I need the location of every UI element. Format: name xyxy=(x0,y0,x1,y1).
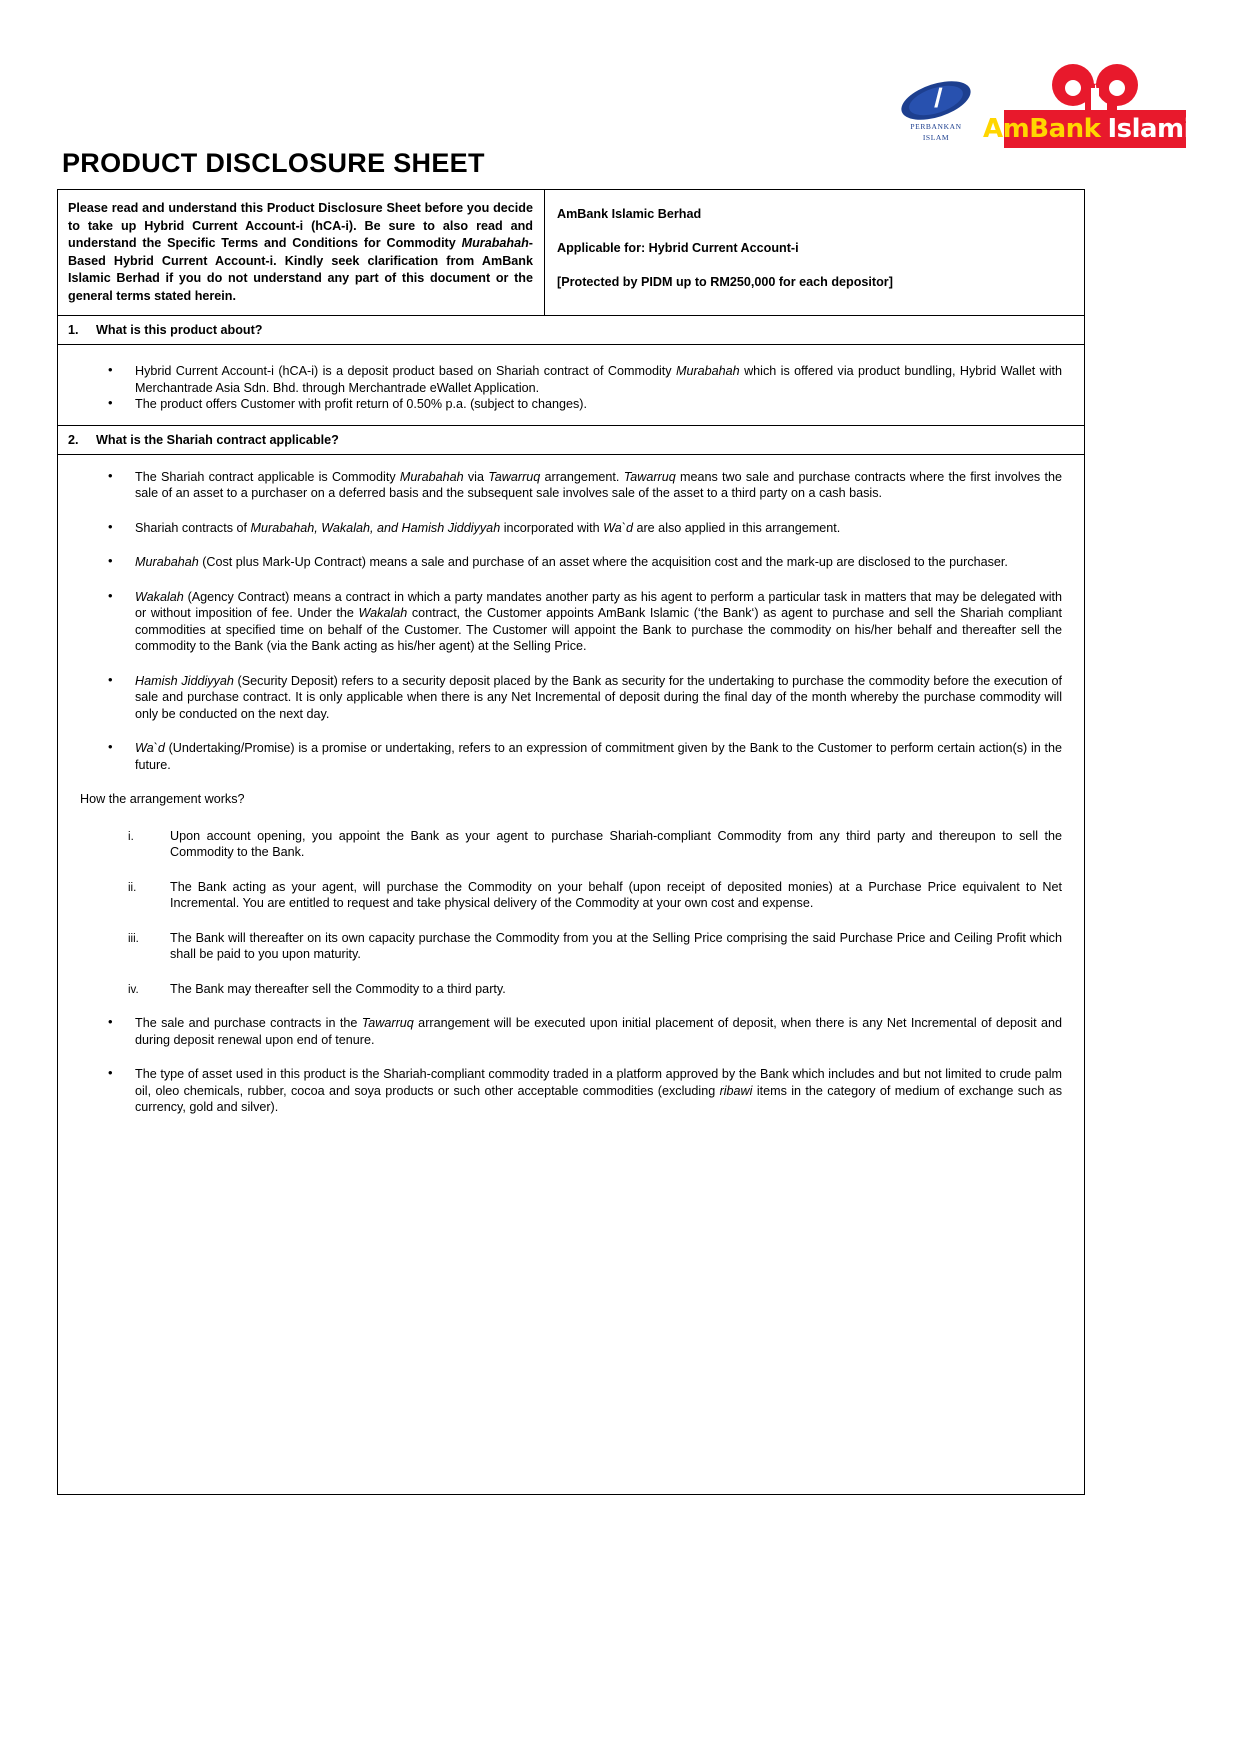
section-1-number: 1. xyxy=(68,323,79,337)
list-item: • The type of asset used in this product is the Shariah-compliant commodity traded in a platform approved by the Bank which includes and but not limited to crude palm oil, oleo chemicals, rubber, cocoa and soya products or such other acceptable commodities (excluding ribawi items in the category of medium of exchange such as currency, gold and silver). xyxy=(80,1066,1062,1116)
intro-pidm-note: [Protected by PIDM up to RM250,000 for each depositor] xyxy=(557,275,893,289)
ambank-islamic-logo xyxy=(983,62,1207,148)
section-2-closing-bullets xyxy=(80,1015,1062,1116)
section-2-number: 2. xyxy=(68,432,79,447)
list-item: The Bank acting as your agent, will purchase the Commodity on your behalf (upon receipt of deposited monies) at a Purchase Price equivalent to Net Incremental. You are entitled to request and take physical delivery of the Commodity at your own cost and expense. xyxy=(170,879,1062,910)
disclosure-table xyxy=(57,189,1085,1495)
section-2-bullets xyxy=(80,469,1062,774)
perbankan-label-line1: PERBANKAN xyxy=(910,122,962,131)
ambank-wordmark-am: AmBank xyxy=(983,114,1101,144)
list-item: • The Shariah contract applicable is Commodity Murabahah via Tawarruq arrangement. Tawarruq means two sale and purchase contracts where the first involves the sale of an asset to a purchaser on a deferred basis and the subsequent sale involves sale of the asset to a third party on a cash basis. xyxy=(80,469,1062,502)
ambank-symbol-icon xyxy=(1004,62,1186,110)
ambank-wordmark-islamic: Islamic xyxy=(1107,114,1207,144)
section-1-bullets xyxy=(80,363,1062,413)
list-item: • Hybrid Current Account-i (hCA-i) is a deposit product based on Shariah contract of Commodity Murabahah which is offered via product bundling, Hybrid Wallet with Merchantrade Asia Sdn. Bhd. through Merchantrade eWallet Application. xyxy=(80,363,1062,396)
list-item: • Wakalah (Agency Contract) means a contract in which a party mandates another party as his agent to perform a particular task in matters that may be delegated with or without imposition of fee. Under the Wakalah contract, the Customer appoints AmBank Islamic (‘the Bank‘) as agent to purchase and sell the Shariah compliant commodities at specified time on behalf of the Customer. The Customer will appoint the Bank to purchase the commodity on his/her behalf and thereafter sell the commodity to the Bank (via the Bank acting as his/her agent) at the Selling Price. xyxy=(80,589,1062,655)
page-title: PRODUCT DISCLOSURE SHEET xyxy=(62,148,485,178)
logo-row xyxy=(896,62,1207,148)
section-2-body xyxy=(58,455,1084,1144)
arrangement-steps xyxy=(80,828,1062,998)
intro-meta xyxy=(545,190,1084,315)
intro-applicable-for: Applicable for: Hybrid Current Account-i xyxy=(557,241,799,255)
perbankan-glyph: ا xyxy=(932,86,940,113)
list-item: • Shariah contracts of Murabahah, Wakalah, and Hamish Jiddiyyah incorporated with Wa`d are also applied in this arrangement. xyxy=(80,520,1062,537)
section-1-header xyxy=(58,316,1084,345)
perbankan-islam-icon xyxy=(900,80,972,120)
ambank-wordmark xyxy=(983,110,1207,148)
intro-row xyxy=(58,190,1084,316)
intro-bank-name: AmBank Islamic Berhad xyxy=(557,207,702,221)
perbankan-label-line2: ISLAM xyxy=(922,133,950,142)
list-item: • The sale and purchase contracts in the Tawarruq arrangement will be executed upon initial placement of deposit, when there is any Net Incremental of deposit and during deposit renewal upon end of tenure. xyxy=(80,1015,1062,1048)
list-item: The Bank may thereafter sell the Commodity to a third party. xyxy=(170,981,506,996)
section-1-body xyxy=(58,345,1084,425)
intro-notice: Please read and understand this Product Disclosure Sheet before you decide to take up Hybrid Current Account-i (hCA-i). Be sure to also read and understand the Specific Terms and Conditions for Commodity Murabahah-Based Hybrid Current Account-i. Kindly seek clarification from AmBank Islamic Berhad if you do not understand any part of this document or the general terms stated herein. xyxy=(58,190,545,315)
section-2-header xyxy=(58,425,1084,455)
list-item: • Murabahah (Cost plus Mark-Up Contract) means a sale and purchase of an asset where the acquisition cost and the mark-up are disclosed to the purchaser. xyxy=(80,554,1062,571)
section-1-heading: What is this product about? xyxy=(96,323,263,337)
list-item: Upon account opening, you appoint the Bank as your agent to purchase Shariah-compliant Commodity from any third party and thereupon to sell the Commodity to the Bank. xyxy=(170,828,1062,859)
list-item: • The product offers Customer with profit return of 0.50% p.a. (subject to changes). xyxy=(80,396,1062,413)
list-item: • Wa`d (Undertaking/Promise) is a promise or undertaking, refers to an expression of commitment given by the Bank to the Customer to perform certain action(s) in the future. xyxy=(80,740,1062,773)
list-item: The Bank will thereafter on its own capacity purchase the Commodity from you at the Selling Price comprising the said Purchase Price and Ceiling Profit which shall be paid to you upon maturity. xyxy=(170,930,1062,961)
section-2-heading: What is the Shariah contract applicable? xyxy=(96,432,339,447)
how-arrangement-works-label: How the arrangement works? xyxy=(80,792,245,806)
perbankan-islam-logo xyxy=(896,80,976,142)
list-item: • Hamish Jiddiyyah (Security Deposit) refers to a security deposit placed by the Bank as security for the undertaking to purchase the commodity before the execution of sale and purchase contract. It is only applicable when there is any Net Incremental of deposit during the final day of the month whereby the purchase commodity will only be conducted on the next day. xyxy=(80,673,1062,723)
